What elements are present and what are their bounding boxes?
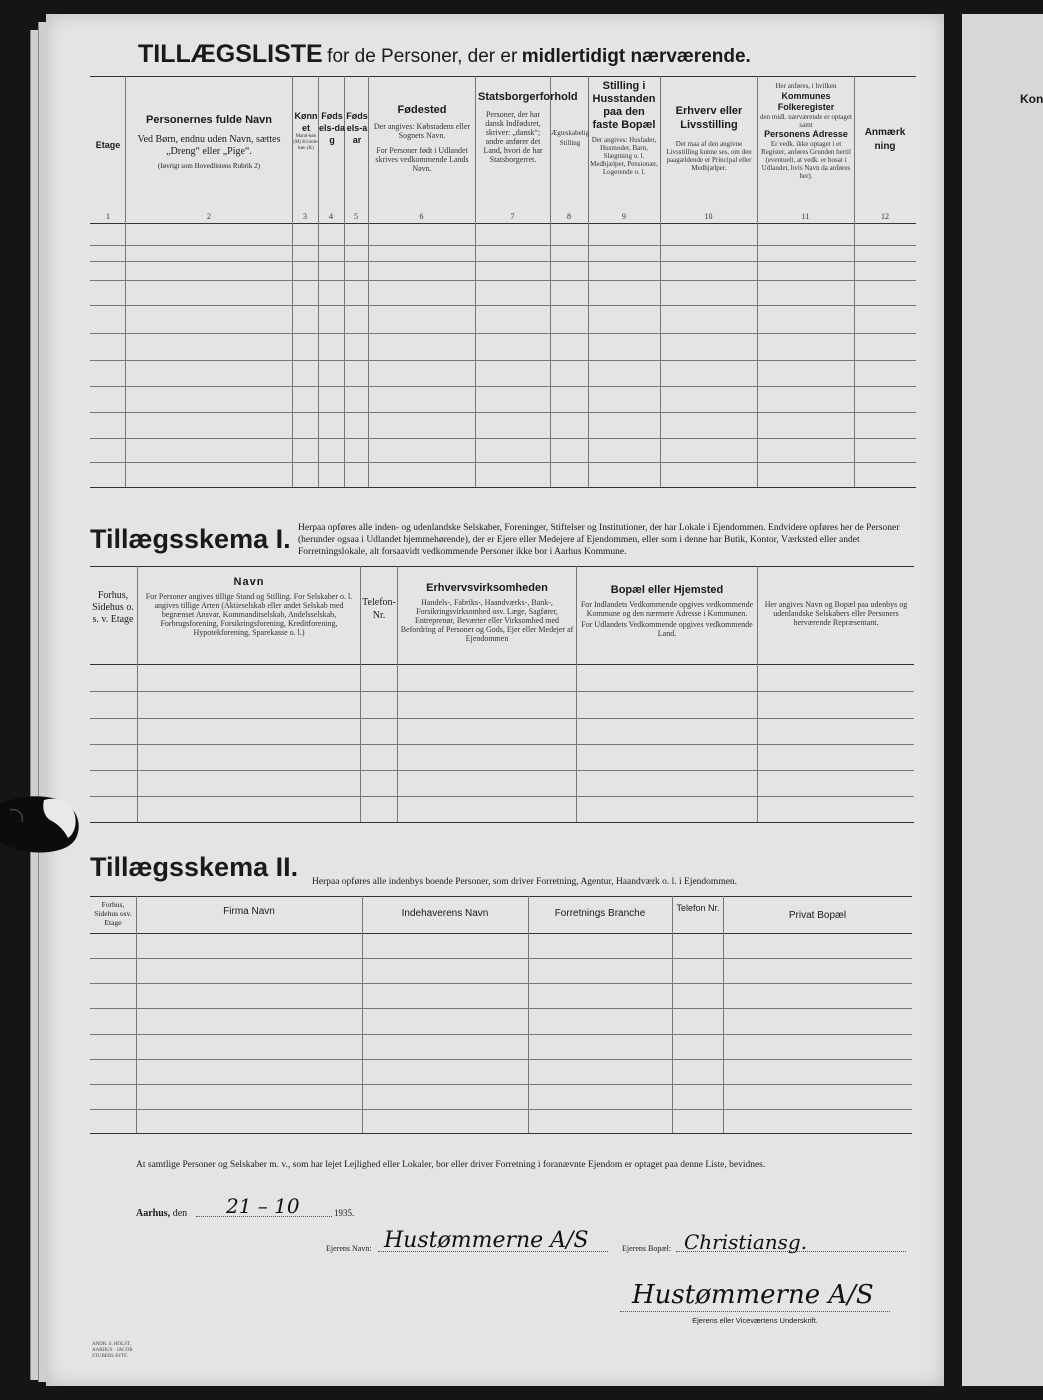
col-num: 8 [567,212,571,221]
skema2-title: Tillægsskema II. [90,852,299,882]
col-num: 12 [881,212,889,221]
skema1-title: Tillægsskema I. [90,524,291,554]
col-husstand-header: Stilling i Husstanden paa den faste Bopæl Der angives: Husfader, Husmoder, Barn, Slægtning o. l. Medhjælper, Pensionær, Logerende o. l. [590,80,658,176]
skema1-col-erhverv: Erhvervsvirksomheden Handels-, Fabriks-, Haandværks-, Bank-, Forsikringsvirksomhed osv. Læge, Sagfører, Entreprenør, Beværter eller Virksomhed med Befordring af Personer og Gods, Ejer eller Medejer af Ejendommen [400,582,574,643]
right-page-text: Kon [1020,92,1043,106]
printer-mark: ANDR. S. HOLST, AARHUS · JACOB STUBERS EFTF. [92,1342,133,1359]
skema2-col-branche: Forretnings Branche [554,908,646,919]
col-statsborger-header: Statsborgerforhold Personer, der har dansk Indfødsret, skriver: „dansk“; andre anfører det Land, hvori de har Statsborgerret. [478,91,578,164]
col-folkeregister-header: Her anføres, i hvilken Kommunes Folkeregister den midl. nærværende er optaget samt Personens Adresse Er vedk. ikke optaget i et Register, anføres Grunden hertil (eventuelt, at vedk. er bosat i Udlandet, hvis Navn da anføres her). [760,82,852,180]
skema2-description: Herpaa opføres alle indenbys boende Personer, som driver Forretning, Agentur, Haandværk o. l. i Ejendommen. [312,877,738,887]
col-num: 10 [704,212,713,221]
col-foedselsaar-header: Fødsels-aar [346,111,368,145]
right-facing-page [962,14,1043,1386]
thumb-image [0,790,82,860]
col-num: 5 [354,212,358,221]
signature-label: Ejerens eller Viceværtens Underskrift. [692,1316,818,1325]
skema2-col-bopael: Privat Bopæl [788,910,847,921]
owner-address-handwritten: Christiansg. [684,1230,808,1254]
date-line: Aarhus, den [136,1208,188,1219]
skema2-col-indehaver: Indehaverens Navn [401,908,489,919]
col-foedested-header: Fødested Der angives: Købstadens eller Sognets Navn. For Personer født i Udlandet skrives vedkommende Lands Navn. [373,104,471,173]
col-num: 11 [801,212,810,221]
skema1-col-etage: Forhus, Sidehus o. s. v. Etage [92,590,134,625]
signature-handwritten: Hustømmerne A/S [632,1280,874,1310]
col-navn-header: Personernes fulde Navn Ved Børn, endnu uden Navn, sættes „Dreng“ eller „Pige“. (Iøvrigt som Hovedlistens Rubrik 2) [137,114,281,170]
skema2-col-telefon: Telefon Nr. [676,903,720,913]
skema1-description: Herpaa opføres alle inden- og udenlandske Selskaber, Foreninger, Stiftelser og Institutioner, der har Lokale i Ejendommen. Endvidere opføres her de Personer (herunder ogsaa i Udlandet hjemmehørende), der er Ejere eller Medejere af Ejendommen, eller som i denne har Butik, Kontor, Værksted eller andet Forretningslokale, alt forsaavidt vedkommende Personer ikke bor i Aarhus Kommune. [298,523,900,557]
skema2-col-etage: Forhus, Sidehus osv. Etage [94,900,132,927]
col-num: 3 [303,212,307,221]
skema1-col-navn: Navn For Personer angives tillige Stand og Stilling. For Selskaber o. l. angives tillige Arten (Aktieselskab eller andet Selskab med begrænset Ansvar, Kommanditselskab, Andelsselskab, Forbrugsforening, Forsikringsforening, Kreditforening, Hypotekforening, Sparekasse o. l.) [145,576,353,637]
signature-underline [620,1311,890,1312]
col-num: 6 [419,212,424,221]
col-etage-header: Etage [95,140,121,150]
skema1-col-bopael: Bopæl eller Hjemsted For Indlandets Vedkommende opgives vedkommende Kommune og den nærmere Adresse i Kommunen. For Udlandets Vedkommende opgives vedkommende Land. [580,584,754,638]
col-num: 1 [106,212,110,221]
col-num: 7 [510,212,515,221]
skema1-col-repraesentant: Her angives Navn og Bopæl paa udenbys og udenlandske Selskabers eller Personers herværende Repræsentant. [764,600,908,627]
col-foedselsdag-header: Fødsels-dag [319,111,346,145]
col-anmaerkning-header: Anmærkning [864,127,906,152]
declaration-text: At samtlige Personer og Selskaber m. v., som har lejet Lejlighed eller Lokaler, bor eller driver Forretning i foranævnte Ejendom er optaget paa denne Liste, bevidnes. [136,1160,766,1170]
skema1-col-telefon: Telefon-Nr. [362,597,396,621]
col-aegteskab-header: Ægteskabelig Stilling [551,129,590,147]
col-erhverv-header: Erhverv eller Livsstilling Det maa af den angivne Livsstilling kunne ses, om den paagældende er Principal eller Medhjælper. [666,105,752,172]
skema2-col-firma: Firma Navn [223,906,275,917]
owner-name-handwritten: Hustømmerne A/S [384,1228,589,1253]
tillaegsliste-title: TILLÆGSLISTE for de Personer, der er midlertidigt nærværende. [138,40,751,68]
col-num: 4 [329,212,333,221]
col-num: 2 [207,212,211,221]
owner-name-label: Ejerens Navn: [326,1244,372,1253]
date-handwritten: 21 – 10 [226,1194,300,1218]
date-year: 1935. [334,1208,355,1218]
owner-address-label: Ejerens Bopæl: [622,1244,672,1253]
col-num: 9 [622,212,626,221]
col-koennet-header: Kønnet Mand-køn (M) Kvinde-køn (K) [293,111,319,151]
